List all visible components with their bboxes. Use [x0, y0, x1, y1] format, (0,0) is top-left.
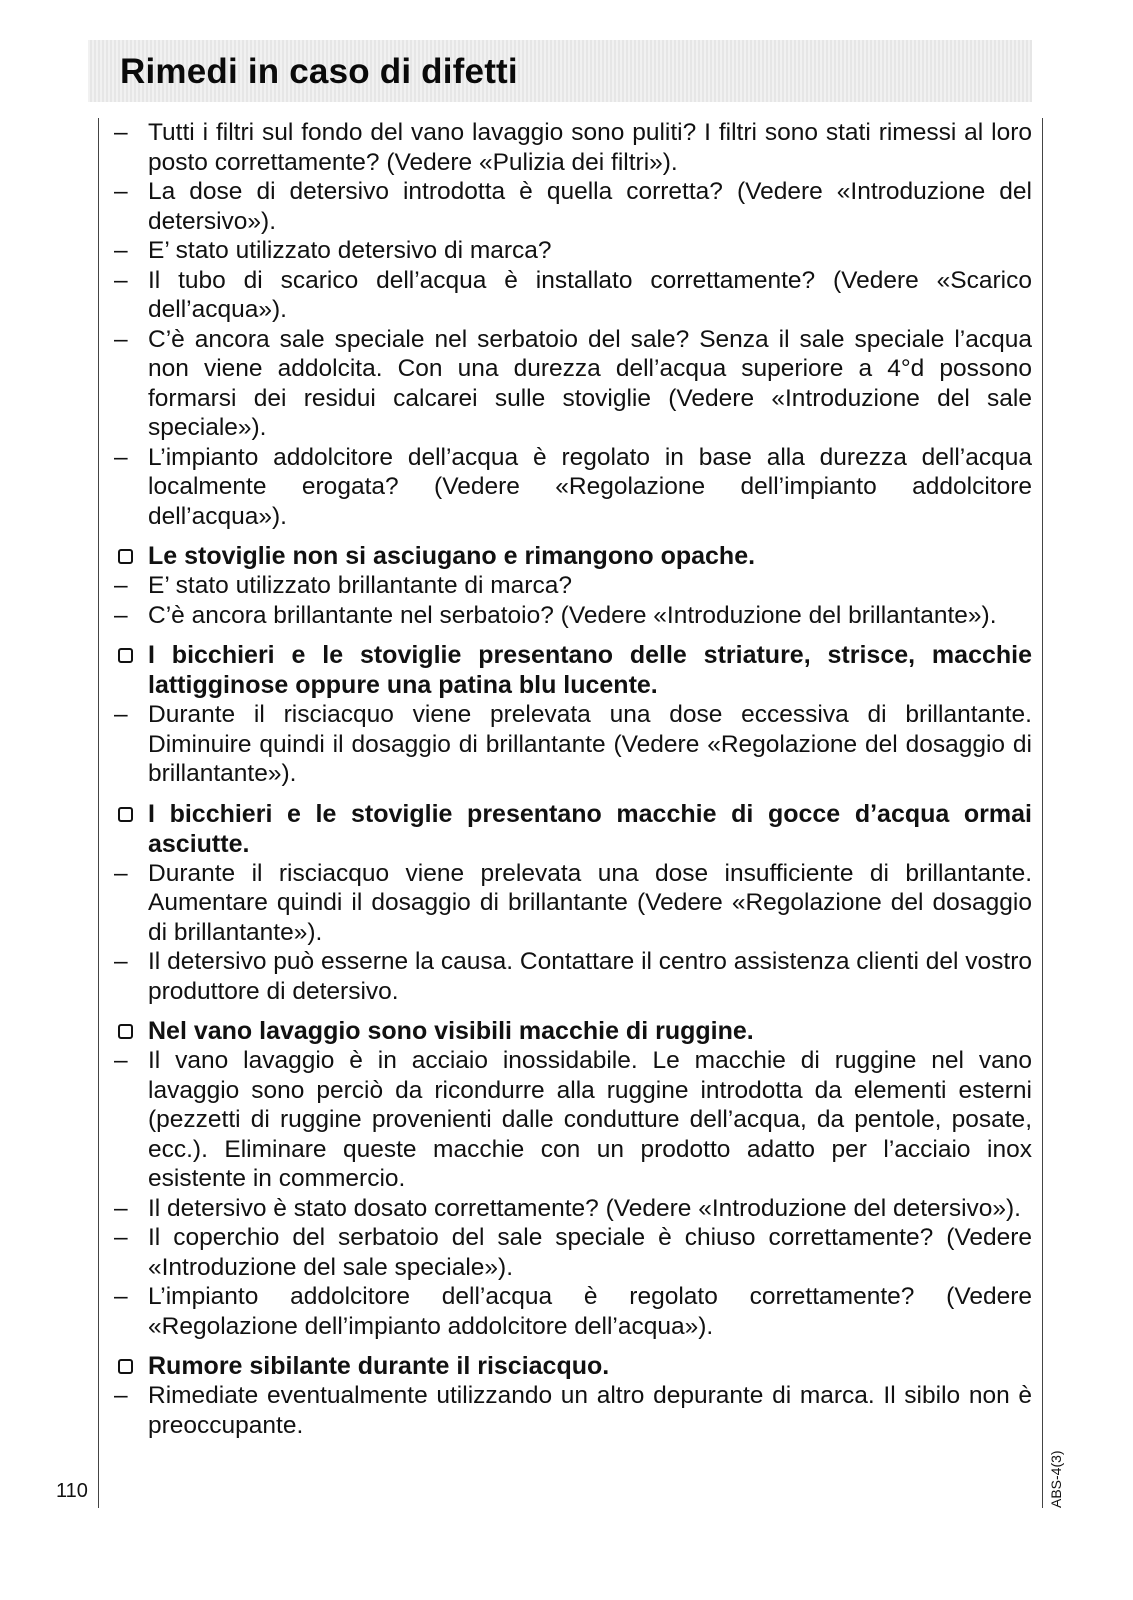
list-item: – E’ stato utilizzato brillantante di marca?	[114, 572, 572, 599]
item-text: Il vano lavaggio è in acciaio inossidabile. Le macchie di ruggine nel vano lavaggio sono perciò da ricondurre alla ruggine introdotta da elementi esterni (pezzetti di ruggine provenienti dalle condutture dell’acqua, da pentole, posate, ecc.). Eliminare queste macchie con un prodotto adatto per l’acciaio inox esistente in commercio.	[148, 1047, 1032, 1192]
item-text: E’ stato utilizzato brillantante di marca?	[148, 572, 572, 599]
checkbox-icon	[118, 648, 133, 663]
item-text: Il detersivo può esserne la causa. Contattare il centro assistenza clienti del vostro produttore di detersivo.	[148, 948, 1032, 1005]
section-heading	[112, 1016, 1032, 1046]
content	[112, 118, 1032, 1440]
heading-text: I bicchieri e le stoviglie presentano macchie di gocce d’acqua ormai asciutte.	[148, 799, 1032, 858]
heading-text: Rumore sibilante durante il risciacquo.	[148, 1352, 610, 1380]
section-water-spots	[112, 799, 1032, 1007]
section-heading	[112, 541, 1032, 571]
item-text: Tutti i filtri sul fondo del vano lavaggio sono puliti? I filtri sono stati rimessi al loro posto correttamente? (Vedere «Pulizia dei filtri»).	[148, 119, 1032, 176]
heading-text: I bicchieri e le stoviglie presentano delle striature, strisce, macchie lattigginose oppure una patina blu lucente.	[148, 641, 1032, 699]
item-text: Il coperchio del serbatoio del sale speciale è chiuso correttamente? (Vedere «Introduzione del sale speciale»).	[148, 1224, 1032, 1281]
intro-list	[112, 118, 1032, 531]
item-text: L’impianto addolcitore dell’acqua è regolato in base alla durezza dell’acqua localmente erogata? (Vedere «Regolazione dell’impianto addolcitore dell’acqua»).	[148, 443, 1032, 530]
section-streaks	[112, 640, 1032, 789]
checkbox-icon	[118, 807, 133, 822]
item-text: E’ stato utilizzato detersivo di marca?	[148, 237, 552, 264]
item-text: La dose di detersivo introdotta è quella corretta? (Vedere «Introduzione del detersivo»).	[148, 178, 1032, 235]
item-text: C’è ancora brillantante nel serbatoio? (Vedere «Introduzione del brillantante»).	[148, 601, 997, 629]
section-heading	[112, 640, 1032, 700]
list-item: – E’ stato utilizzato detersivo di marca?	[114, 237, 552, 264]
list-item: – L’impianto addolcitore dell’acqua è regolato correttamente? (Vedere «Regolazione dell’impianto addolcitore dell’acqua»).	[114, 1283, 1032, 1340]
item-text: C’è ancora sale speciale nel serbatoio del sale? Senza il sale speciale l’acqua non viene addolcita. Con una durezza dell’acqua superiore a 4°d possono formarsi dei residui calcarei sulle stoviglie (Vedere «Introduzione del sale speciale»).	[148, 325, 1032, 441]
list-item: – L’impianto addolcitore dell’acqua è regolato in base alla durezza dell’acqua localmente erogata? (Vedere «Regolazione dell’impianto addolcitore dell’acqua»).	[114, 443, 1032, 530]
list-item: – Rimediate eventualmente utilizzando un altro depurante di marca. Il sibilo non è preoccupante.	[114, 1382, 1032, 1439]
item-text: Il tubo di scarico dell’acqua è installato correttamente? (Vedere «Scarico dell’acqua»).	[148, 266, 1032, 323]
item-text: Durante il risciacquo viene prelevata una dose insufficiente di brillantante. Aumentare quindi il dosaggio di brillantante (Vedere «Regolazione del dosaggio di brillantante»).	[148, 859, 1032, 946]
section-rust	[112, 1016, 1032, 1341]
list-item: – C’è ancora sale speciale nel serbatoio del sale? Senza il sale speciale l’acqua non viene addolcita. Con una durezza dell’acqua superiore a 4°d possono formarsi dei residui calcarei sulle stoviglie (Vedere «Introduzione del sale speciale»).	[114, 325, 1032, 441]
item-text: L’impianto addolcitore dell’acqua è regolato correttamente? (Vedere «Regolazione dell’impianto addolcitore dell’acqua»).	[148, 1283, 1032, 1340]
page-title: Rimedi in caso di difetti	[120, 52, 518, 91]
right-margin-rule	[1042, 118, 1043, 1508]
checkbox-icon	[118, 1024, 133, 1039]
checkbox-icon	[118, 549, 133, 564]
heading-text: Le stoviglie non si asciugano e rimangono opache.	[148, 542, 756, 570]
item-text: Durante il risciacquo viene prelevata una dose eccessiva di brillantante. Diminuire quindi il dosaggio di brillantante (Vedere «Regolazione del dosaggio di brillantante»).	[148, 701, 1032, 787]
list-item: – Il vano lavaggio è in acciaio inossidabile. Le macchie di ruggine nel vano lavaggio sono perciò da ricondurre alla ruggine introdotta da elementi esterni (pezzetti di ruggine provenienti dalle condutture dell’acqua, da pentole, posate, ecc.). Eliminare queste macchie con un prodotto adatto per l’acciaio inox esistente in commercio.	[114, 1047, 1032, 1192]
section-heading	[112, 1351, 1032, 1381]
checkbox-icon	[118, 1359, 133, 1374]
list-item: – Durante il risciacquo viene prelevata una dose insufficiente di brillantante. Aumentare quindi il dosaggio di brillantante (Vedere «Regolazione del dosaggio di brillantante»).	[114, 859, 1032, 946]
list-item: – La dose di detersivo introdotta è quella corretta? (Vedere «Introduzione del detersivo»).	[114, 178, 1032, 235]
section-heading	[112, 799, 1032, 859]
document-code: ABS-4(3)	[1048, 1450, 1064, 1508]
list-item: – Il tubo di scarico dell’acqua è installato correttamente? (Vedere «Scarico dell’acqua»).	[114, 266, 1032, 323]
item-text: Rimediate eventualmente utilizzando un altro depurante di marca. Il sibilo non è preoccupante.	[148, 1382, 1032, 1439]
list-item: – Il coperchio del serbatoio del sale speciale è chiuso correttamente? (Vedere «Introduzione del sale speciale»).	[114, 1224, 1032, 1281]
list-item: – Durante il risciacquo viene prelevata una dose eccessiva di brillantante. Diminuire quindi il dosaggio di brillantante (Vedere «Regolazione del dosaggio di brillantante»).	[114, 701, 1032, 787]
section-dull-dishes	[112, 541, 1032, 630]
heading-text: Nel vano lavaggio sono visibili macchie di ruggine.	[148, 1017, 754, 1045]
section-hissing	[112, 1351, 1032, 1440]
list-item: – Tutti i filtri sul fondo del vano lavaggio sono puliti? I filtri sono stati rimessi al loro posto correttamente? (Vedere «Pulizia dei filtri»).	[114, 119, 1032, 176]
list-item: – Il detersivo può esserne la causa. Contattare il centro assistenza clienti del vostro produttore di detersivo.	[114, 948, 1032, 1005]
page-number: 110	[56, 1480, 88, 1502]
list-item: – C’è ancora brillantante nel serbatoio? (Vedere «Introduzione del brillantante»).	[114, 601, 997, 629]
list-item: – Il detersivo è stato dosato correttamente? (Vedere «Introduzione del detersivo»).	[114, 1194, 1021, 1222]
left-margin-rule	[98, 118, 99, 1508]
item-text: Il detersivo è stato dosato correttamente? (Vedere «Introduzione del detersivo»).	[148, 1194, 1021, 1222]
